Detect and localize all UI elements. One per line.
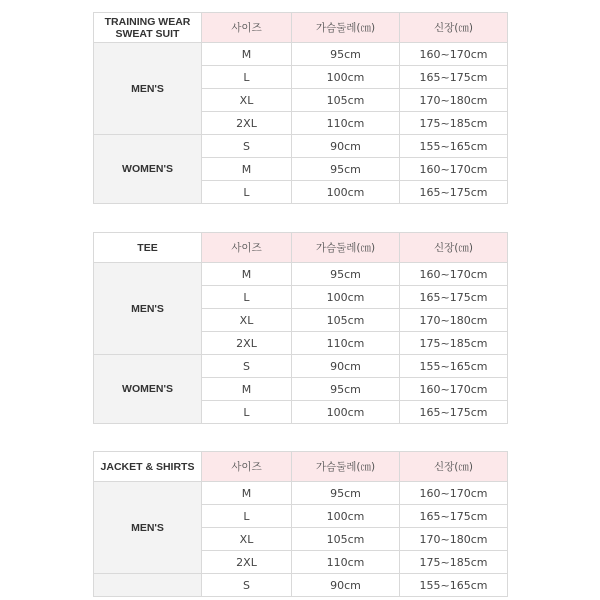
height-cell: 160~170cm: [400, 482, 508, 505]
group-label-womens: WOMEN'S: [94, 135, 202, 204]
table-row: [94, 482, 508, 505]
table-title-line2: SWEAT SUIT: [115, 27, 180, 40]
group-label-womens: [94, 574, 202, 597]
size-cell: S: [202, 135, 292, 158]
height-cell: 170~180cm: [400, 528, 508, 551]
height-cell: 175~185cm: [400, 551, 508, 574]
size-cell: L: [202, 286, 292, 309]
size-cell: 2XL: [202, 112, 292, 135]
table-header-row: [94, 13, 508, 43]
table-row: [94, 263, 508, 286]
column-header-height: 신장(㎝): [400, 13, 508, 43]
table-row: [94, 355, 508, 378]
chest-cell: 105cm: [292, 528, 400, 551]
group-label-mens: MEN'S: [94, 43, 202, 135]
size-cell: XL: [202, 528, 292, 551]
chest-cell: 95cm: [292, 482, 400, 505]
size-cell: M: [202, 263, 292, 286]
table-header-row: [94, 452, 508, 482]
chest-cell: 95cm: [292, 158, 400, 181]
chest-cell: 95cm: [292, 43, 400, 66]
column-header-size: 사이즈: [202, 233, 292, 263]
chest-cell: 105cm: [292, 89, 400, 112]
chest-cell: 90cm: [292, 355, 400, 378]
height-cell: 175~185cm: [400, 112, 508, 135]
size-cell: L: [202, 181, 292, 204]
height-cell: 155~165cm: [400, 135, 508, 158]
table-row: [94, 574, 508, 597]
group-label-mens: MEN'S: [94, 263, 202, 355]
column-header-height: 신장(㎝): [400, 233, 508, 263]
height-cell: 170~180cm: [400, 89, 508, 112]
height-cell: 160~170cm: [400, 378, 508, 401]
height-cell: 155~165cm: [400, 574, 508, 597]
size-cell: S: [202, 574, 292, 597]
height-cell: 160~170cm: [400, 43, 508, 66]
chest-cell: 100cm: [292, 286, 400, 309]
size-cell: L: [202, 66, 292, 89]
chest-cell: 90cm: [292, 135, 400, 158]
chest-cell: 105cm: [292, 309, 400, 332]
chest-cell: 100cm: [292, 181, 400, 204]
size-cell: XL: [202, 309, 292, 332]
size-cell: S: [202, 355, 292, 378]
column-header-size: 사이즈: [202, 13, 292, 43]
height-cell: 155~165cm: [400, 355, 508, 378]
size-cell: L: [202, 401, 292, 424]
chest-cell: 90cm: [292, 574, 400, 597]
size-cell: 2XL: [202, 551, 292, 574]
height-cell: 175~185cm: [400, 332, 508, 355]
column-header-height: 신장(㎝): [400, 452, 508, 482]
height-cell: 160~170cm: [400, 263, 508, 286]
size-cell: 2XL: [202, 332, 292, 355]
chest-cell: 95cm: [292, 378, 400, 401]
size-cell: M: [202, 158, 292, 181]
group-label-womens: WOMEN'S: [94, 355, 202, 424]
chest-cell: 110cm: [292, 551, 400, 574]
chest-cell: 100cm: [292, 505, 400, 528]
column-header-chest: 가슴둘레(㎝): [292, 233, 400, 263]
table-title: [94, 13, 202, 43]
table-row: [94, 135, 508, 158]
chest-cell: 110cm: [292, 112, 400, 135]
group-label-mens: MEN'S: [94, 482, 202, 574]
size-table-tee: [93, 232, 508, 424]
column-header-chest: 가슴둘레(㎝): [292, 452, 400, 482]
chest-cell: 100cm: [292, 401, 400, 424]
column-header-size: 사이즈: [202, 452, 292, 482]
table-header-row: [94, 233, 508, 263]
height-cell: 165~175cm: [400, 286, 508, 309]
size-cell: L: [202, 505, 292, 528]
chest-cell: 110cm: [292, 332, 400, 355]
size-cell: XL: [202, 89, 292, 112]
height-cell: 160~170cm: [400, 158, 508, 181]
table-title-line1: TRAINING WEAR: [104, 15, 191, 28]
height-cell: 170~180cm: [400, 309, 508, 332]
column-header-chest: 가슴둘레(㎝): [292, 13, 400, 43]
size-cell: M: [202, 43, 292, 66]
chest-cell: 100cm: [292, 66, 400, 89]
table-row: [94, 43, 508, 66]
size-table-training-wear: [93, 12, 508, 204]
size-cell: M: [202, 378, 292, 401]
size-cell: M: [202, 482, 292, 505]
chest-cell: 95cm: [292, 263, 400, 286]
height-cell: 165~175cm: [400, 181, 508, 204]
height-cell: 165~175cm: [400, 505, 508, 528]
height-cell: 165~175cm: [400, 66, 508, 89]
height-cell: 165~175cm: [400, 401, 508, 424]
table-title: TEE: [94, 233, 202, 263]
table-title: JACKET & SHIRTS: [94, 452, 202, 482]
size-table-jacket-shirts: [93, 451, 508, 597]
